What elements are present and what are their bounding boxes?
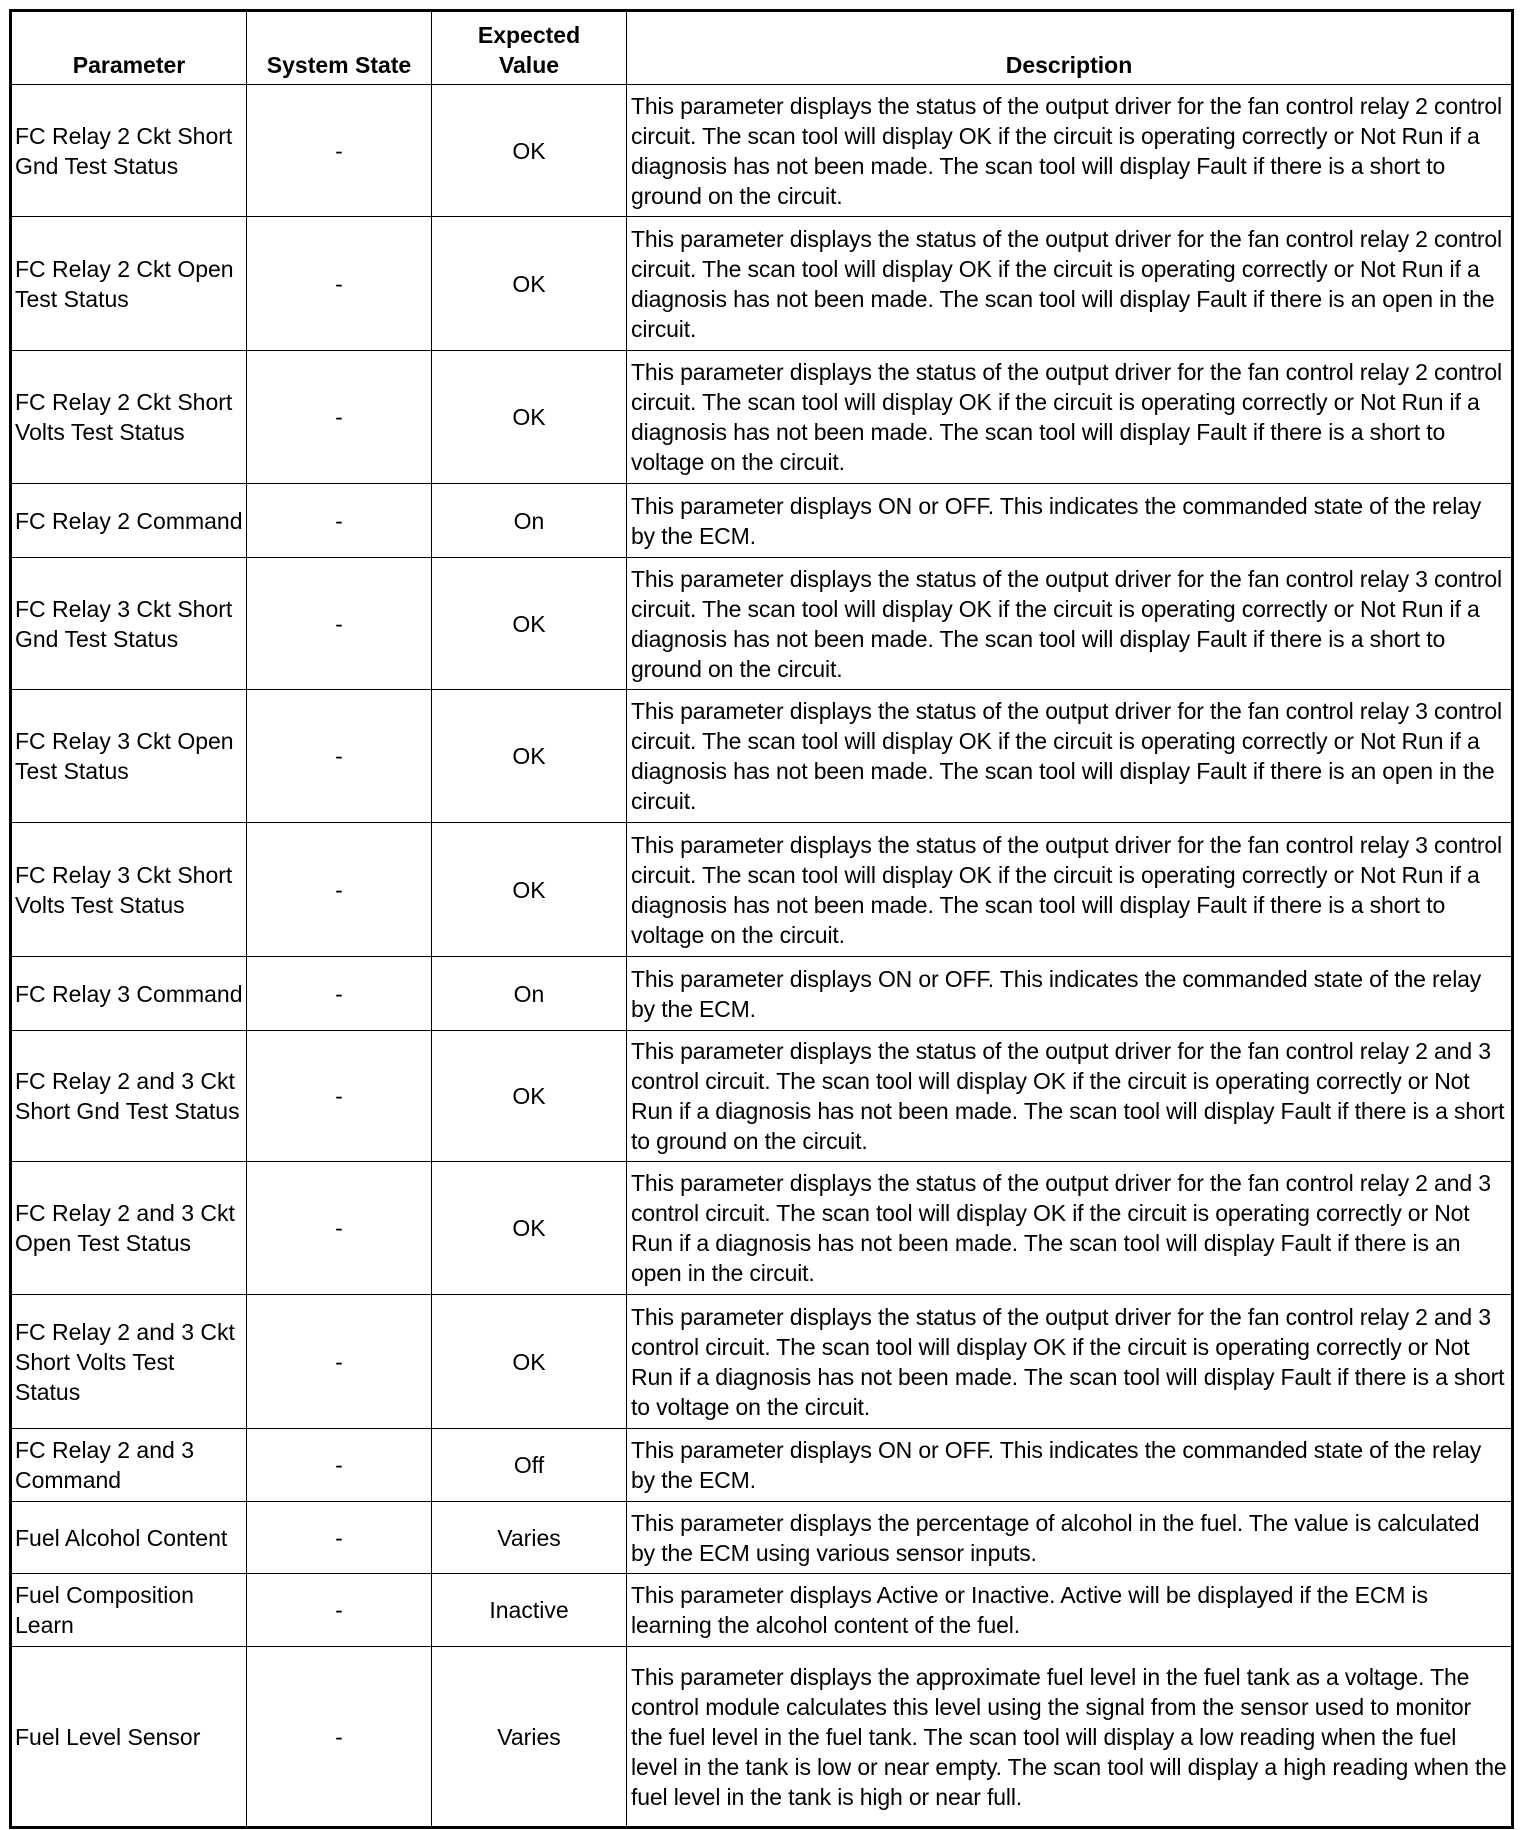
parameter-cell: Fuel Alcohol Content (11, 1502, 247, 1574)
parameter-cell: FC Relay 2 Ckt Short Gnd Test Status (11, 85, 247, 217)
table-row (11, 351, 1513, 484)
expected-value-cell: OK (432, 217, 627, 351)
header-parameter: Parameter (11, 11, 247, 85)
description-cell: This parameter displays the status of the output driver for the fan control relay 3 control circuit. The scan tool will display OK if the circuit is operating correctly or Not Run if a diagnosis has not been made. The scan tool will display Fault if there is a short to voltage on the circuit. (627, 823, 1513, 957)
system-state-cell: - (247, 85, 432, 217)
expected-value-cell: OK (432, 1295, 627, 1429)
expected-value-cell: OK (432, 85, 627, 217)
expected-value-cell: On (432, 484, 627, 558)
system-state-cell: - (247, 1031, 432, 1162)
table-row (11, 1162, 1513, 1295)
header-expected-value: Expected Value (432, 11, 627, 85)
expected-value-cell: OK (432, 690, 627, 823)
system-state-cell: - (247, 1162, 432, 1295)
system-state-cell: - (247, 1647, 432, 1828)
description-cell: This parameter displays the status of the output driver for the fan control relay 2 and 3 control circuit. The scan tool will display OK if the circuit is operating correctly or Not Run if a diagnosis has not been made. The scan tool will display Fault if there is an open in the circuit. (627, 1162, 1513, 1295)
table-row (11, 690, 1513, 823)
system-state-cell: - (247, 1502, 432, 1574)
expected-value-cell: Off (432, 1429, 627, 1502)
table-row (11, 823, 1513, 957)
expected-value-cell: OK (432, 558, 627, 690)
table-row (11, 1031, 1513, 1162)
table-row (11, 1647, 1513, 1828)
description-cell: This parameter displays the percentage of alcohol in the fuel. The value is calculated by the ECM using various sensor inputs. (627, 1502, 1513, 1574)
table-row (11, 484, 1513, 558)
expected-value-cell: On (432, 957, 627, 1031)
system-state-cell: - (247, 351, 432, 484)
description-cell: This parameter displays the status of the output driver for the fan control relay 2 and 3 control circuit. The scan tool will display OK if the circuit is operating correctly or Not Run if a diagnosis has not been made. The scan tool will display Fault if there is a short to voltage on the circuit. (627, 1295, 1513, 1429)
expected-value-cell: OK (432, 1031, 627, 1162)
expected-value-cell: Inactive (432, 1574, 627, 1647)
parameter-cell: FC Relay 3 Command (11, 957, 247, 1031)
header-system-state: System State (247, 11, 432, 85)
table-row (11, 1295, 1513, 1429)
description-cell: This parameter displays Active or Inactive. Active will be displayed if the ECM is learning the alcohol content of the fuel. (627, 1574, 1513, 1647)
parameter-cell: FC Relay 2 and 3 Ckt Open Test Status (11, 1162, 247, 1295)
system-state-cell: - (247, 558, 432, 690)
parameter-cell: FC Relay 3 Ckt Open Test Status (11, 690, 247, 823)
table-row (11, 558, 1513, 690)
parameter-cell: FC Relay 2 and 3 Ckt Short Volts Test Status (11, 1295, 247, 1429)
description-cell: This parameter displays the status of the output driver for the fan control relay 2 and 3 control circuit. The scan tool will display OK if the circuit is operating correctly or Not Run if a diagnosis has not been made. The scan tool will display Fault if there is a short to ground on the circuit. (627, 1031, 1513, 1162)
parameter-cell: FC Relay 2 Ckt Open Test Status (11, 217, 247, 351)
table-row (11, 1429, 1513, 1502)
parameter-cell: FC Relay 2 and 3 Ckt Short Gnd Test Status (11, 1031, 247, 1162)
description-cell: This parameter displays the approximate fuel level in the fuel tank as a voltage. The control module calculates this level using the signal from the sensor used to monitor the fuel level in the fuel tank. The scan tool will display a low reading when the fuel level in the tank is low or near empty. The scan tool will display a high reading when the fuel level in the tank is high or near full. (627, 1647, 1513, 1828)
description-cell: This parameter displays the status of the output driver for the fan control relay 3 control circuit. The scan tool will display OK if the circuit is operating correctly or Not Run if a diagnosis has not been made. The scan tool will display Fault if there is an open in the circuit. (627, 690, 1513, 823)
expected-value-cell: OK (432, 351, 627, 484)
system-state-cell: - (247, 484, 432, 558)
parameter-cell: FC Relay 2 and 3 Command (11, 1429, 247, 1502)
system-state-cell: - (247, 1295, 432, 1429)
system-state-cell: - (247, 1429, 432, 1502)
parameter-cell: FC Relay 3 Ckt Short Volts Test Status (11, 823, 247, 957)
system-state-cell: - (247, 217, 432, 351)
parameter-cell: FC Relay 2 Command (11, 484, 247, 558)
expected-value-cell: OK (432, 1162, 627, 1295)
table-row (11, 1574, 1513, 1647)
system-state-cell: - (247, 1574, 432, 1647)
header-description: Description (627, 11, 1513, 85)
description-cell: This parameter displays the status of the output driver for the fan control relay 3 control circuit. The scan tool will display OK if the circuit is operating correctly or Not Run if a diagnosis has not been made. The scan tool will display Fault if there is a short to ground on the circuit. (627, 558, 1513, 690)
header-row (11, 11, 1513, 85)
table-row (11, 85, 1513, 217)
description-cell: This parameter displays ON or OFF. This indicates the commanded state of the relay by the ECM. (627, 1429, 1513, 1502)
parameter-table (9, 9, 1514, 1829)
expected-value-cell: OK (432, 823, 627, 957)
description-cell: This parameter displays ON or OFF. This indicates the commanded state of the relay by the ECM. (627, 957, 1513, 1031)
parameter-cell: Fuel Level Sensor (11, 1647, 247, 1828)
system-state-cell: - (247, 823, 432, 957)
parameter-cell: FC Relay 2 Ckt Short Volts Test Status (11, 351, 247, 484)
system-state-cell: - (247, 690, 432, 823)
parameter-cell: Fuel Composition Learn (11, 1574, 247, 1647)
description-cell: This parameter displays the status of the output driver for the fan control relay 2 control circuit. The scan tool will display OK if the circuit is operating correctly or Not Run if a diagnosis has not been made. The scan tool will display Fault if there is a short to ground on the circuit. (627, 85, 1513, 217)
expected-value-cell: Varies (432, 1647, 627, 1828)
table-row (11, 957, 1513, 1031)
description-cell: This parameter displays ON or OFF. This indicates the commanded state of the relay by the ECM. (627, 484, 1513, 558)
system-state-cell: - (247, 957, 432, 1031)
parameter-cell: FC Relay 3 Ckt Short Gnd Test Status (11, 558, 247, 690)
description-cell: This parameter displays the status of the output driver for the fan control relay 2 control circuit. The scan tool will display OK if the circuit is operating correctly or Not Run if a diagnosis has not been made. The scan tool will display Fault if there is an open in the circuit. (627, 217, 1513, 351)
table-row (11, 1502, 1513, 1574)
description-cell: This parameter displays the status of the output driver for the fan control relay 2 control circuit. The scan tool will display OK if the circuit is operating correctly or Not Run if a diagnosis has not been made. The scan tool will display Fault if there is a short to voltage on the circuit. (627, 351, 1513, 484)
table-row (11, 217, 1513, 351)
expected-value-cell: Varies (432, 1502, 627, 1574)
